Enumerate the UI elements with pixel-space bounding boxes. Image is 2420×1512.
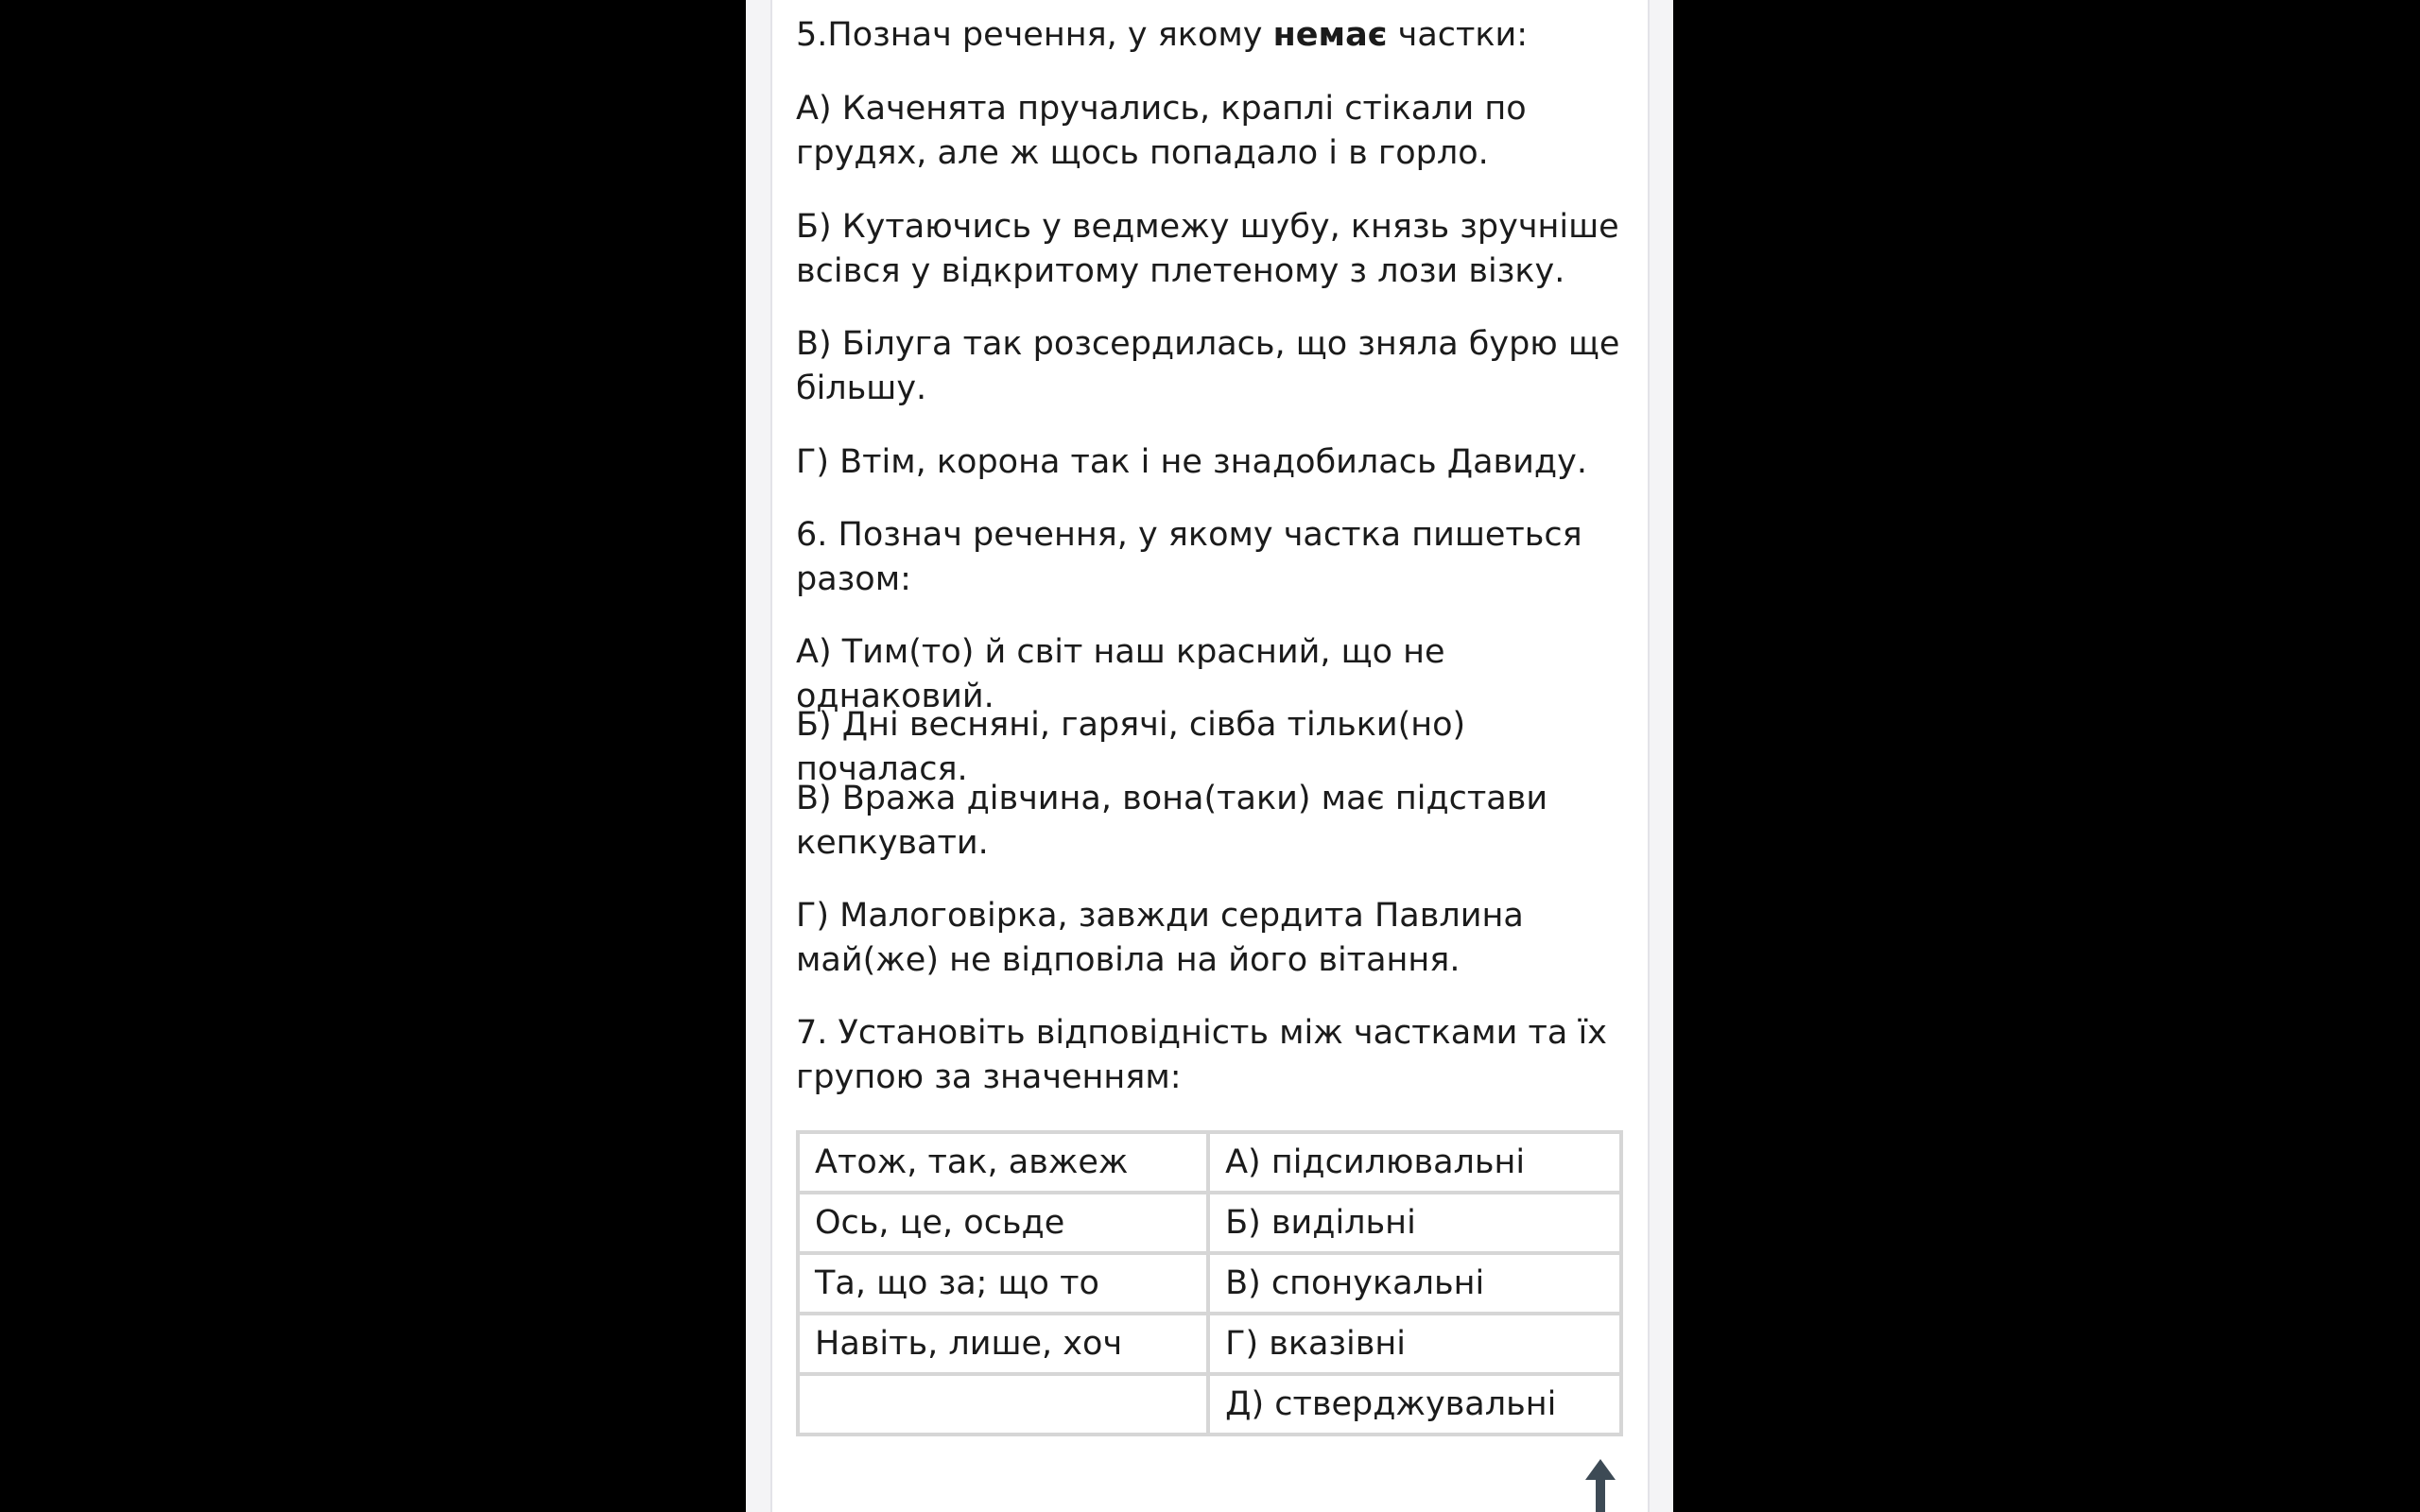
question-5-title-prefix: 5.Познач речення, у якому (796, 16, 1273, 54)
table-row (798, 1132, 1621, 1193)
matching-table (796, 1130, 1623, 1436)
question-6-option-d: Г) Малоговірка, завжди сердита Павлина май(же) не відповіла на його вітання. (796, 897, 1524, 979)
question-5-option-b: Б) Кутаючись у ведмежу шубу, князь зручніше всівся у відкритому плетеному з лози візку. (796, 208, 1619, 290)
question-6-option-b: Б) Дні весняні, гарячі, сівба тільки(но) почалася. (796, 706, 1466, 788)
table-cell-particles: Атож, так, авжеж (798, 1132, 1208, 1193)
question-6-title: 6. Познач речення, у якому частка пишеться разом: (796, 516, 1582, 598)
table-cell-particles (798, 1374, 1208, 1435)
question-5-option-a: А) Каченята пручались, краплі стікали по грудях, але ж щось попадало і в горло. (796, 90, 1527, 172)
table-row (798, 1193, 1621, 1253)
table-row (798, 1253, 1621, 1314)
arrow-up-icon (1582, 1455, 1619, 1512)
page-viewport (746, 0, 1673, 1512)
table-cell-particles: Навіть, лише, хоч (798, 1314, 1208, 1374)
question-5-title (796, 13, 1628, 58)
table-cell-particles: Ось, це, осьде (798, 1193, 1208, 1253)
table-row (798, 1314, 1621, 1374)
table-cell-group: А) підсилювальні (1208, 1132, 1621, 1193)
question-5-option-d: Г) Втім, корона так і не знадобилась Давиду. (796, 443, 1587, 481)
table-cell-group: Д) стверджувальні (1208, 1374, 1621, 1435)
question-7-title: 7. Установіть відповідність між частками та їх групою за значенням: (796, 1014, 1607, 1096)
table-cell-group: В) спонукальні (1208, 1253, 1621, 1314)
question-6-option-c: В) Вража дівчина, вона(таки) має підстави кепкувати. (796, 780, 1548, 862)
table-row (798, 1374, 1621, 1435)
question-5-title-bold: немає (1272, 16, 1388, 54)
question-6-option-a: А) Тим(то) й світ наш красний, що не однаковий. (796, 633, 1445, 715)
question-5-option-c: В) Білуга так розсердилась, що зняла бурю ще більшу. (796, 325, 1620, 407)
table-cell-group: Г) вказівні (1208, 1314, 1621, 1374)
question-5-title-suffix: частки: (1387, 16, 1529, 54)
scroll-to-top-button[interactable] (1582, 1455, 1619, 1512)
table-cell-group: Б) видільні (1208, 1193, 1621, 1253)
table-cell-particles: Та, що за; що то (798, 1253, 1208, 1314)
